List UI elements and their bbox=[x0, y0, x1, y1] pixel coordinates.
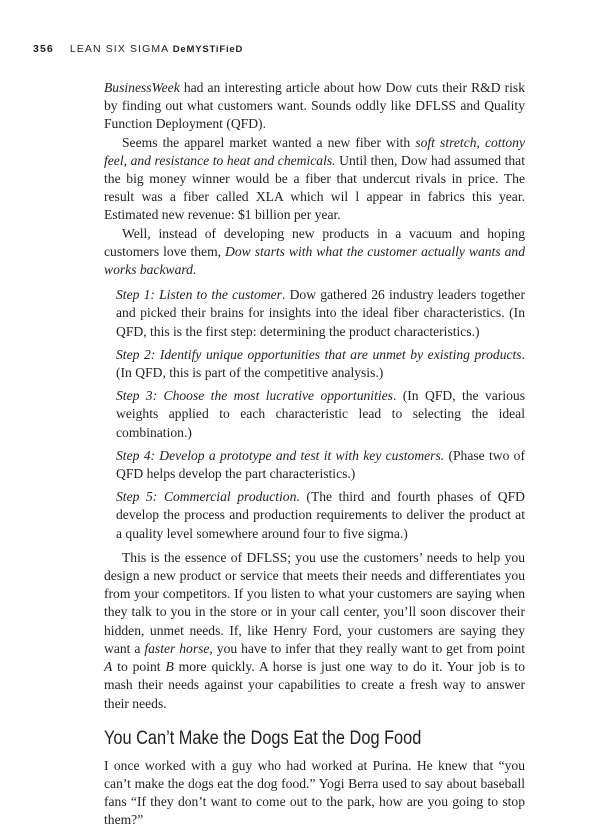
book-title: LEAN SIX SIGMA bbox=[69, 43, 169, 55]
list-item bbox=[116, 447, 525, 483]
paragraph-purina: I once worked with a guy who had worked at Purina. He knew that “you can’t make the dogs eat the dog food.” Yogi Berra used to say about baseball fans “If they don’t want to come out to the park, how are you going to stop them?” bbox=[104, 757, 525, 828]
list-item bbox=[116, 346, 525, 382]
paragraph-dflss-essence: This is the essence of DFLSS; you use the customers’ needs to help you design a new product or service that meets their needs and differentiates you from your competitors. If you listen to what your customers are saying when they talk to you in the store or in your call center, you’ll soon discover their hidden, unmet needs. If, like Henry Ford, your customers are saying they want a faster horse, you have to infer that they really want to get from point A to point B more quickly. A horse is just one way to do it. Your job is to mash their needs against your capabilities to create a fresh way to answer their needs. bbox=[104, 549, 526, 711]
list-item bbox=[116, 387, 525, 442]
publication-name: BusinessWeek bbox=[104, 80, 180, 95]
step-heading: Step 3: Choose the most lucrative opportunities bbox=[116, 388, 393, 404]
list-item bbox=[116, 286, 525, 341]
paragraph-businessweek: BusinessWeek had an interesting article about how Dow cuts their R&D risk by finding out what customers want. Sounds oddly like DFLSS and Quality Function Deployment (QFD). bbox=[104, 80, 525, 132]
step-text: (Phase two of QFD helps develop the part characteristics.) bbox=[116, 447, 525, 482]
running-head bbox=[33, 43, 573, 57]
paragraph-dow-approach: Well, instead of developing new products in a vacuum and hoping customers love them, Dow starts with what the customer actually wants and works backward. bbox=[104, 225, 525, 278]
list-item bbox=[116, 488, 525, 543]
step-heading: Step 1: Listen to the customer bbox=[116, 287, 282, 303]
step-heading: Step 4: Develop a prototype and test it with key customers. bbox=[116, 447, 445, 463]
step-heading: Step 2: Identify unique opportunities that are unmet by existing products bbox=[116, 346, 522, 362]
step-text: . (In QFD, the various weights applied to each characteristic lead to selecting the ideal combination.) bbox=[116, 388, 525, 440]
paragraph-apparel-market: Seems the apparel market wanted a new fiber with soft stretch, cottony feel, and resistance to heat and chemicals. Until then, Dow had assumed that the big money winner would be a fiber that undercut rivals in price. The result was a fiber called XLA which wil l appear in fabrics this year. Estimated new revenue: $1 billion per year. bbox=[104, 134, 526, 223]
step-text: . (The third and fourth phases of QFD develop the process and production requirements to deliver the product at a quality level somewhere around four to five sigma.) bbox=[116, 489, 525, 541]
series-title: DeMYSTiFieD bbox=[172, 44, 244, 55]
dow-approach-emphasis: Dow starts with what the customer actually wants and works backward. bbox=[104, 243, 525, 278]
page-number: 356 bbox=[33, 43, 54, 55]
body-text bbox=[104, 79, 525, 830]
step-list bbox=[116, 286, 525, 543]
step-text: . Dow gathered 26 industry leaders together and picked their brains for insights into the ideal fiber characteristics. (In QFD, this is the first step: determining the product characteristics.) bbox=[116, 287, 525, 339]
section-heading: You Can’t Make the Dogs Eat the Dog Food bbox=[104, 727, 422, 749]
fiber-requirements: soft stretch, cottony feel, and resistance to heat and chemicals. bbox=[104, 134, 526, 168]
step-heading: Step 5: Commercial production bbox=[116, 489, 297, 505]
step-text: . (In QFD, this is part of the competitive analysis.) bbox=[116, 346, 525, 381]
